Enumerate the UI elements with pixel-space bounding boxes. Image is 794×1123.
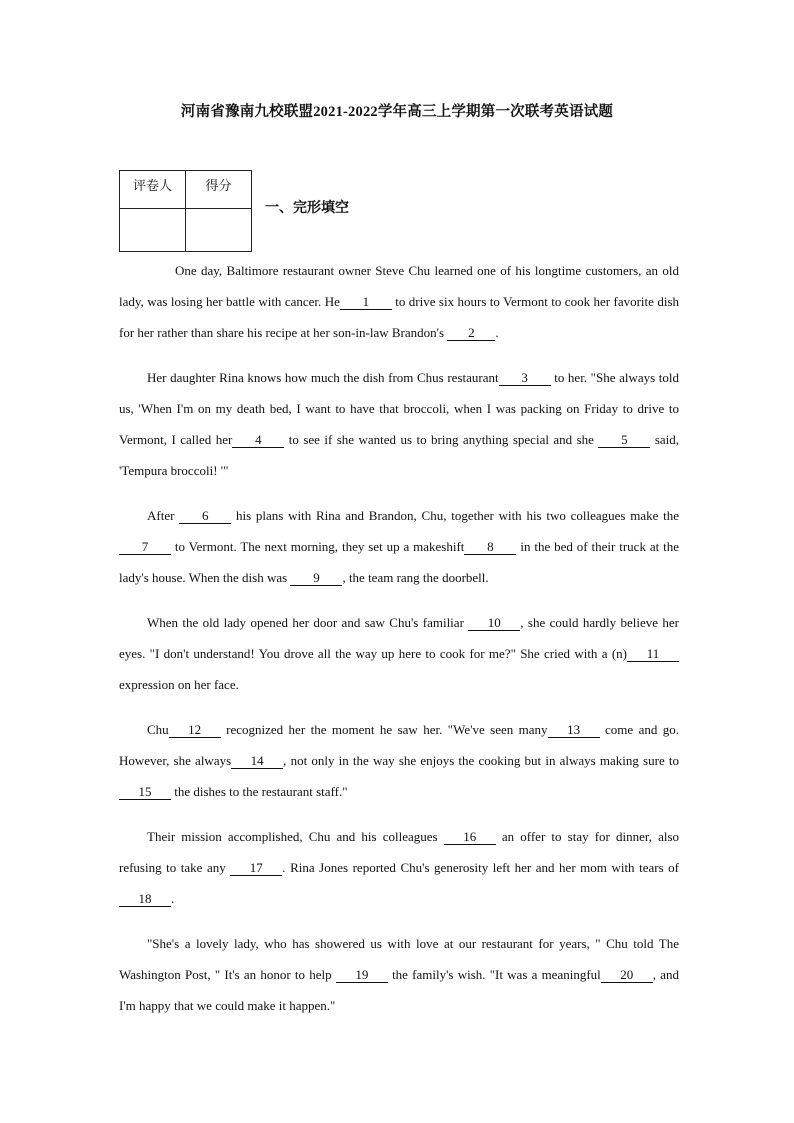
paragraph	[119, 255, 679, 348]
blank[interactable]: 5	[598, 433, 650, 448]
cloze-passage	[119, 255, 679, 1035]
paragraph	[119, 500, 679, 593]
blank[interactable]: 2	[447, 326, 495, 341]
paragraph	[119, 362, 679, 486]
passage-text: expression on her face.	[119, 677, 239, 692]
passage-text: . Rina Jones reported Chu's generosity left her and her mom with tears of	[282, 860, 679, 875]
score-cell[interactable]	[186, 209, 252, 252]
passage-text: recognized her the moment he saw her. "We've seen many	[226, 722, 548, 737]
passage-text: , she could hardly believe her eyes. "I don't understand! You drove all the way up here to cook for me?" She cried with a (n)	[119, 615, 680, 661]
blank[interactable]: 6	[179, 509, 231, 524]
blank[interactable]: 4	[232, 433, 284, 448]
passage-text: "She's a lovely lady, who has showered us with love at our restaurant for years, " Chu told The Washington Post, " It's an honor to help	[119, 936, 679, 982]
passage-text: .	[171, 891, 175, 906]
passage-text: After	[147, 508, 175, 523]
grader-cell[interactable]	[120, 209, 186, 252]
blank[interactable]: 11	[627, 647, 679, 662]
blank[interactable]: 14	[231, 754, 283, 769]
blank[interactable]: 3	[499, 371, 551, 386]
passage-text: Her daughter Rina knows how much the dish from Chus restaurant	[147, 370, 499, 385]
paragraph	[119, 714, 679, 807]
paragraph	[119, 607, 679, 700]
blank[interactable]: 7	[119, 540, 171, 555]
passage-text: , and I'm happy that we could make it happen."	[119, 967, 680, 1013]
blank[interactable]: 13	[548, 723, 600, 738]
passage-text: , not only in the way she enjoys the cooking but in always making sure to	[283, 753, 679, 768]
blank[interactable]: 20	[601, 968, 653, 983]
passage-text: to her. "She always told us, 'When I'm on my death bed, I want to have that broccoli, when I was packing on Friday to drive to Vermont, I called her	[119, 370, 680, 447]
blank[interactable]: 8	[464, 540, 516, 555]
passage-text: to Vermont. The next morning, they set up a makeshift	[174, 539, 465, 554]
blank[interactable]: 10	[468, 616, 520, 631]
passage-text: the family's wish. "It was a meaningful	[392, 967, 601, 982]
blank[interactable]: 19	[336, 968, 388, 983]
passage-text: in the bed of their truck at the lady's house. When the dish was	[119, 539, 680, 585]
score-header: 得分	[186, 171, 252, 209]
blank[interactable]: 15	[119, 785, 171, 800]
page-title: 河南省豫南九校联盟2021-2022学年高三上学期第一次联考英语试题	[180, 104, 614, 120]
passage-text: the dishes to the restaurant staff."	[174, 784, 348, 799]
blank[interactable]: 9	[290, 571, 342, 586]
paragraph	[119, 821, 679, 914]
score-table	[119, 170, 252, 252]
blank[interactable]: 1	[340, 295, 392, 310]
paragraph	[119, 928, 679, 1021]
passage-text: come and go. However, she always	[119, 722, 680, 768]
passage-text: Their mission accomplished, Chu and his colleagues	[147, 829, 438, 844]
grader-header: 评卷人	[120, 171, 186, 209]
passage-text: One day, Baltimore restaurant owner Steve Chu learned one of his longtime customers, an old lady, was losing her battle with cancer. He	[119, 263, 679, 309]
passage-text: to drive six hours to Vermont to cook her favorite dish for her rather than share his recipe at her son-in-law Brandon's	[119, 294, 679, 340]
passage-text: , the team rang the doorbell.	[342, 570, 489, 585]
blank[interactable]: 12	[169, 723, 221, 738]
passage-text: to see if she wanted us to bring anything special and she	[288, 432, 594, 447]
blank[interactable]: 18	[119, 892, 171, 907]
passage-text: his plans with Rina and Brandon, Chu, together with his two colleagues make the	[235, 508, 680, 523]
blank[interactable]: 16	[444, 830, 496, 845]
blank[interactable]: 17	[230, 861, 282, 876]
passage-text: an offer to stay for dinner, also refusing to take any	[119, 829, 680, 875]
passage-text: .	[495, 325, 499, 340]
passage-text: said, 'Tempura broccoli! '"	[119, 432, 680, 478]
section-heading: 一、完形填空	[265, 200, 349, 216]
passage-text: Chu	[147, 722, 169, 737]
passage-text: When the old lady opened her door and saw Chu's familiar	[147, 615, 464, 630]
